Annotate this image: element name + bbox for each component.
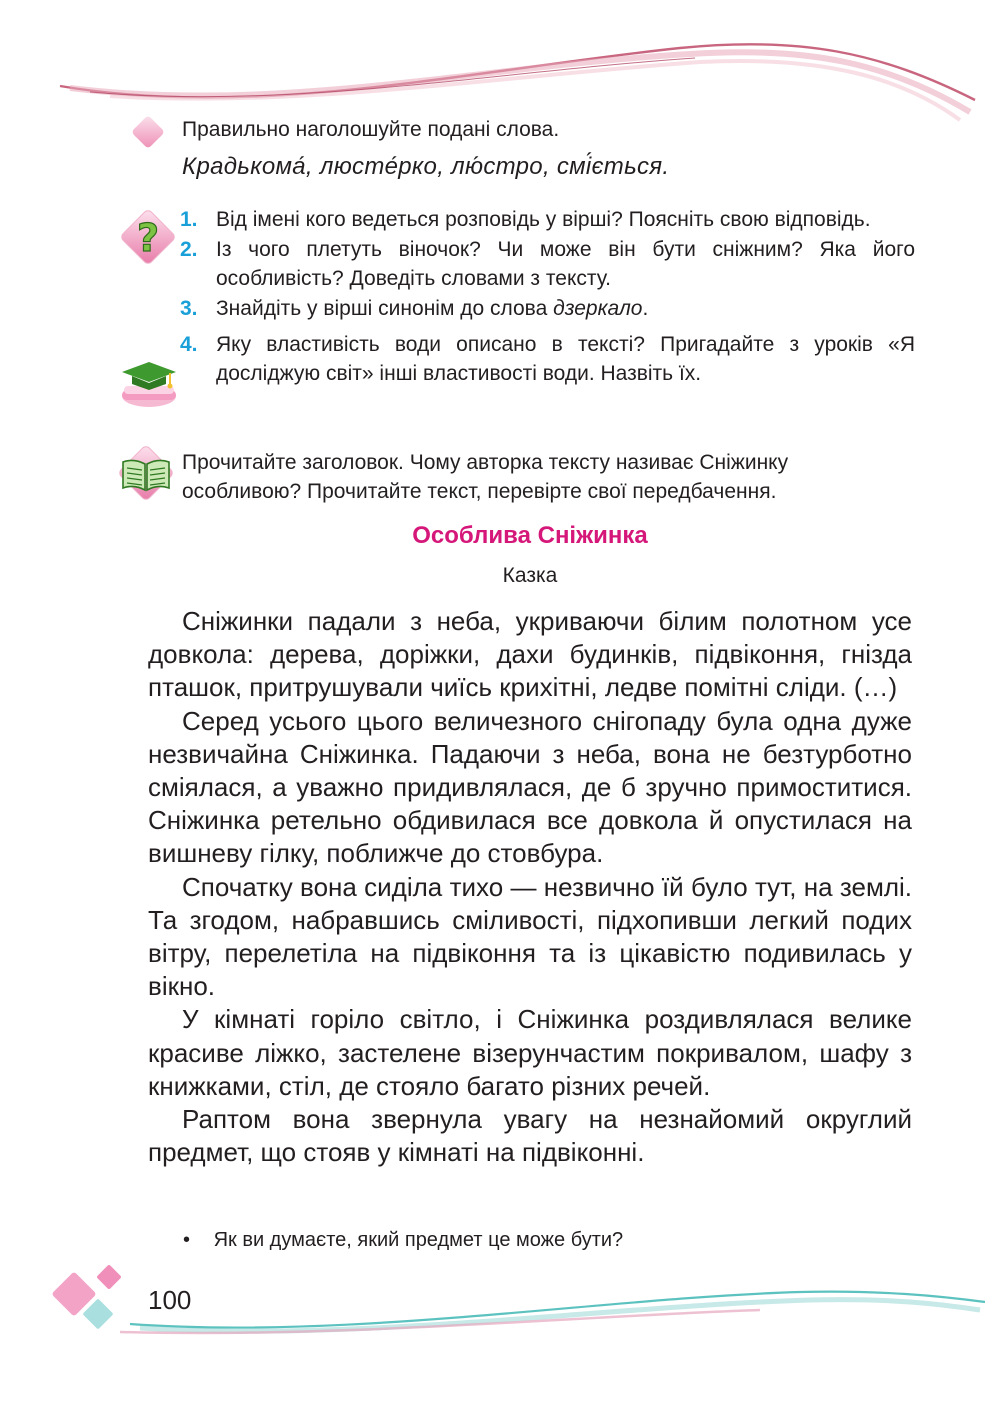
diamond-marker-icon bbox=[128, 112, 168, 152]
reading-task: Прочитайте заголовок. Чому авторка тексту називає Сніжинку особливою? Прочитайте текст, перевірте свої передбачення. bbox=[182, 451, 789, 503]
list-item bbox=[180, 330, 915, 388]
question-number: 2. bbox=[180, 238, 198, 261]
list-item bbox=[180, 205, 915, 234]
bullet-question bbox=[183, 1229, 623, 1252]
question-icon bbox=[118, 205, 178, 271]
question-number: 4. bbox=[180, 333, 198, 356]
accent-words: Крадькома, люстерко, люстро, сміється. bbox=[182, 153, 670, 180]
top-wave-decoration bbox=[0, 0, 992, 130]
bottom-wave-decoration bbox=[0, 1270, 992, 1350]
story-paragraph: У кімнаті горіло світло, і Сніжинка роздивлялася велике красиве ліжко, застелене візерунчастим покривалом, шафу з книжками, стіл, де стояло багато різних речей. bbox=[148, 1004, 912, 1101]
question-number: 1. bbox=[180, 208, 198, 231]
question-text: Від імені кого ведеться розповідь у вірші? Поясніть свою відповідь. bbox=[216, 208, 871, 231]
svg-text:?: ? bbox=[136, 216, 160, 260]
question-text: Яку властивість води описано в тексті? Пригадайте з уроків «Я досліджую світ» інші властивості води. Назвіть їх. bbox=[216, 333, 915, 385]
list-item: 3. Знайдіть у вірші синонім до слова дзеркало. bbox=[180, 294, 915, 323]
open-book-icon bbox=[115, 440, 177, 506]
story-text bbox=[148, 605, 912, 1169]
question-number: 3. bbox=[180, 297, 198, 320]
list-item bbox=[180, 235, 915, 293]
page-number: 100 bbox=[148, 1285, 192, 1315]
question-italic-word: дзеркало bbox=[553, 297, 643, 320]
questions-list bbox=[180, 205, 915, 389]
bullet-text: Як ви думаєте, який предмет це може бути? bbox=[213, 1229, 624, 1251]
graduation-cap-icon bbox=[118, 356, 180, 412]
story-paragraph: Спочатку вона сиділа тихо — незвично їй було тут, на землі. Та згодом, набравшись сміливості, підхопивши легкий подих вітру, перелетіла на підвіконня та із цікавістю подивилась у вікно. bbox=[148, 871, 912, 1002]
story-title: Особлива Сніжинка bbox=[412, 522, 648, 549]
question-text: Знайдіть у вірші синонім до слова bbox=[216, 297, 554, 320]
story-genre: Казка bbox=[502, 564, 558, 587]
story-paragraph: Серед усього цього величезного снігопаду була одна дуже незвичайна Сніжинка. Падаючи з неба, вона не безтурботно сміялася, а уважно придивлялася, де б зручно примоститися. Сніжинка ретельно обдивилася все довкола й опустилася на вишневу гілку, поближче до стовбура. bbox=[148, 705, 912, 869]
story-paragraph: Раптом вона звернула увагу на незнайомий округлий предмет, що стояв у кімнаті на підвіконні. bbox=[148, 1104, 912, 1168]
story-paragraph: Сніжинки падали з неба, укриваючи білим полотном усе довкола: дерева, доріжки, дахи будинків, підвіконня, гнізда пташок, притрушували чиїсь крихітні, ледве помітні сліди. (…) bbox=[148, 606, 912, 703]
accent-instruction: Правильно наголошуйте подані слова. bbox=[182, 118, 560, 141]
bullet-icon: • bbox=[183, 1229, 191, 1251]
question-text: Із чого плетуть віночок? Чи може він бути сніжним? Яка його особливість? Доведіть словами з тексту. bbox=[216, 238, 915, 290]
